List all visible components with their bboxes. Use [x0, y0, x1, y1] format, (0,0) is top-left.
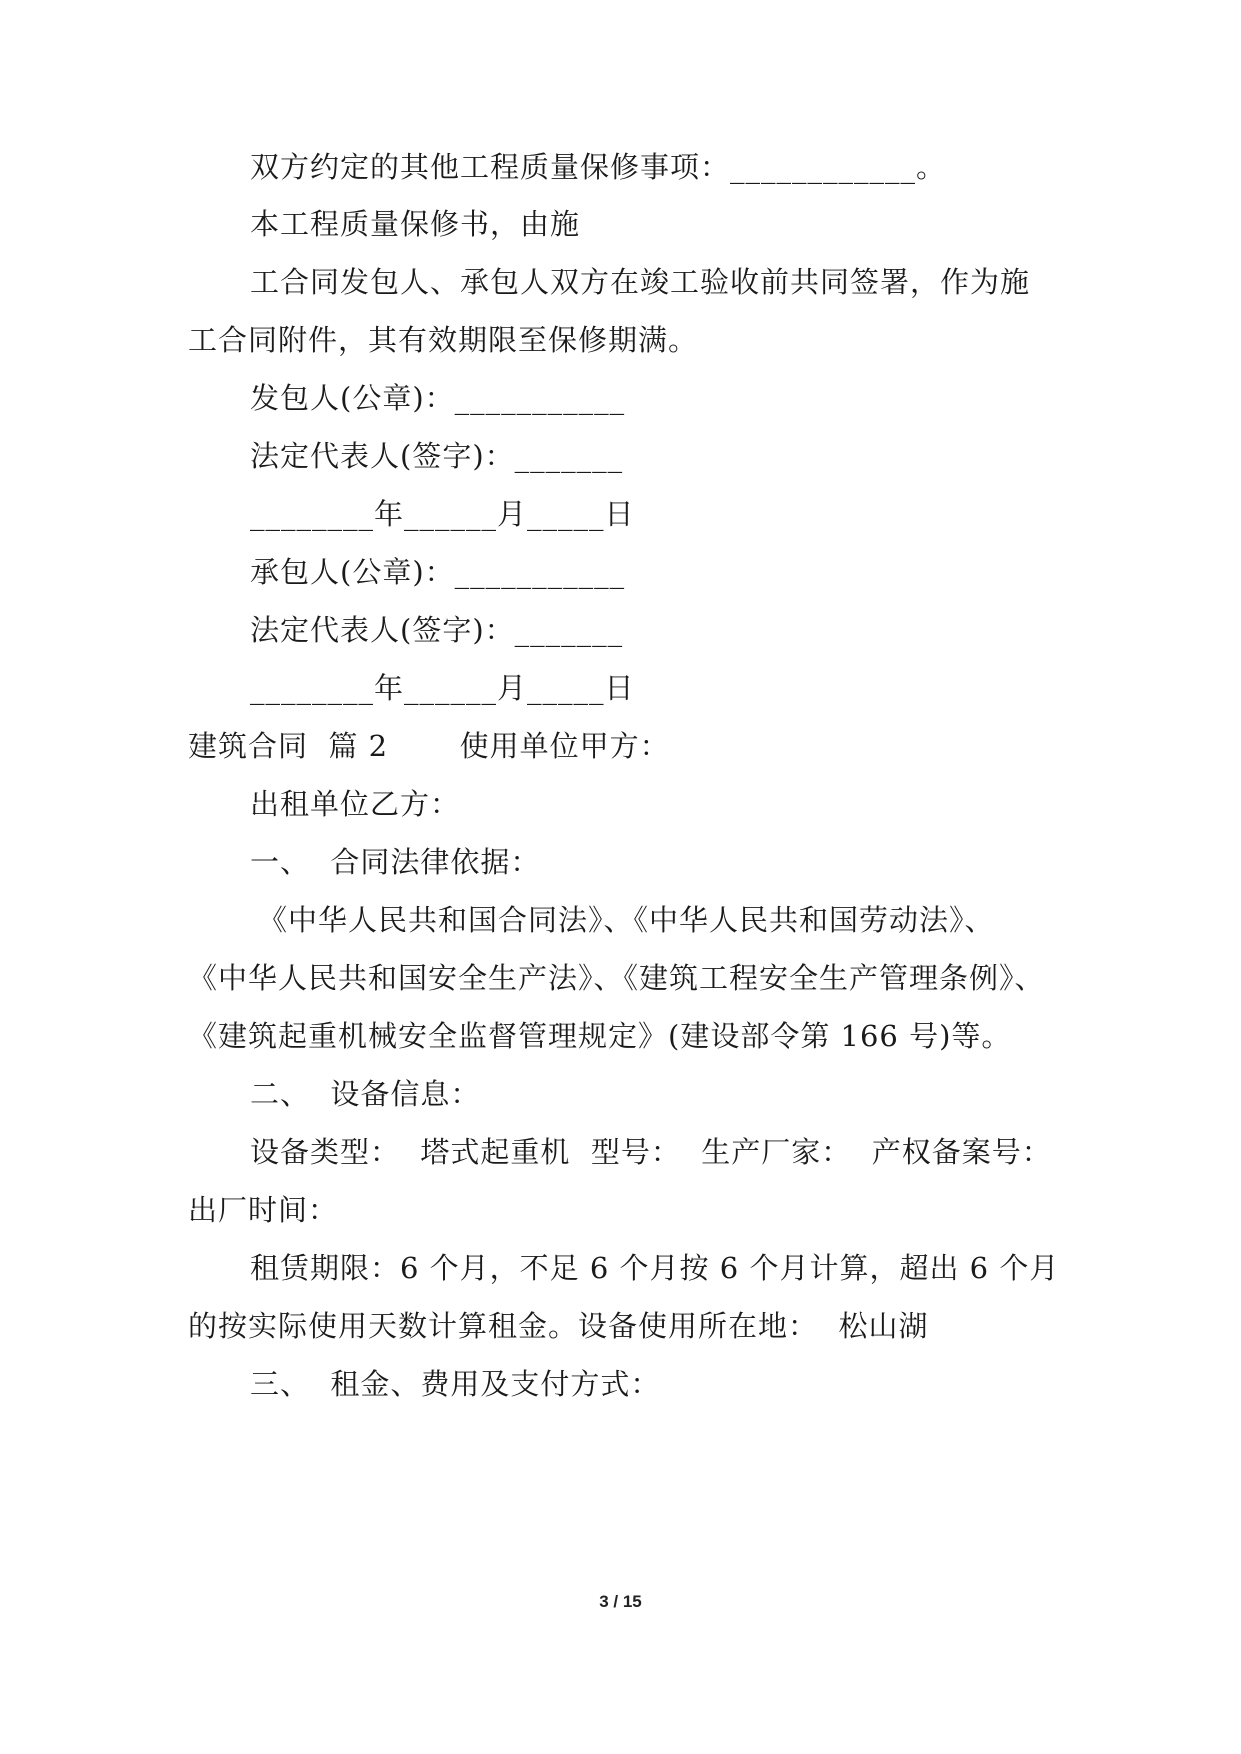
signature-line: 发包人(公章)：___________	[250, 381, 626, 415]
paragraph-line: 出厂时间：	[188, 1193, 339, 1227]
paragraph-line: 工合同发包人、承包人双方在竣工验收前共同签署，作为施	[250, 265, 1031, 299]
paragraph-line: 设备类型： 塔式起重机 型号： 生产厂家： 产权备案号：	[250, 1135, 1052, 1169]
paragraph-line: 《中华人民共和国合同法》、《中华人民共和国劳动法》、	[258, 903, 995, 937]
clause-heading: 二、 设备信息：	[250, 1077, 481, 1111]
paragraph-line: 《中华人民共和国安全生产法》、《建筑工程安全生产管理条例》、	[188, 961, 1045, 995]
paragraph-line: 租赁期限：6 个月，不足 6 个月按 6 个月计算，超出 6 个月	[250, 1251, 1060, 1285]
paragraph-line: 本工程质量保修书，由施	[250, 207, 581, 241]
date-line: ________年______月_____日	[250, 497, 635, 531]
date-line: ________年______月_____日	[250, 671, 635, 705]
paragraph-line: 的按实际使用天数计算租金。设备使用所在地： 松山湖	[188, 1309, 929, 1343]
paragraph-line: 出租单位乙方：	[250, 787, 461, 821]
paragraph-line: 《建筑起重机械安全监督管理规定》(建设部令第 166 号)等。	[188, 1019, 1012, 1053]
paragraph-line: 工合同附件，其有效期限至保修期满。	[188, 323, 699, 357]
paragraph-line: 双方约定的其他工程质量保修事项：____________。	[250, 150, 947, 184]
clause-heading: 一、 合同法律依据：	[250, 845, 541, 879]
signature-line: 法定代表人(签字)：_______	[250, 439, 624, 473]
signature-line: 承包人(公章)：___________	[250, 555, 626, 589]
section-heading: 建筑合同 篇 2 使用单位甲方：	[188, 729, 670, 763]
signature-line: 法定代表人(签字)：_______	[250, 613, 624, 647]
clause-heading: 三、 租金、费用及支付方式：	[250, 1367, 661, 1401]
page-number: 3 / 15	[599, 1592, 642, 1611]
